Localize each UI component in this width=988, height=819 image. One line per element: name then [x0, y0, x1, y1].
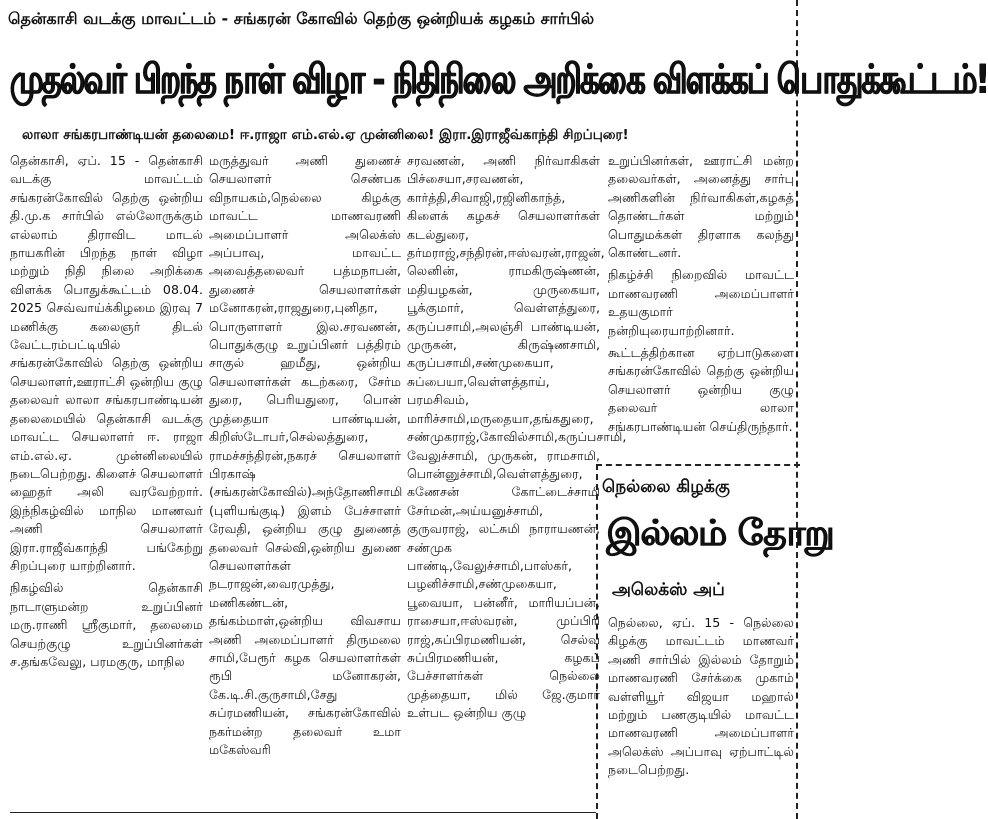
article-paragraph: தென்காசி, ஏப். 15 - தென்காசி வடக்கு மாவட்டம் சங்கரன்கோவில் தெற்கு ஒன்றிய தி.மு.க சார்பில் எல்லோருக்கும் எல்லாம் திராவிட மாடல் நாயகரின் பிறந்த நாள் விழா மற்றும் நிதி நிலை அறிக்கை விளக்க பொதுக்கூட்டம் 08.04. 2025 செவ்வாய்க்கிழமை இரவு 7 மணிக்கு கலைஞர் திடல் வேட்டரம்பட்டியில் சங்கரன்கோவில் தெற்கு ஒன்றிய செயலாளர்,ஊராட்சி ஒன்றிய குழு தலைவர் லாலா சங்கரபாண்டியன் தலைமையில் தென்காசி வடக்கு மாவட்ட செயலாளர் ஈ. ராஜா எம்.எல்.ஏ. முன்னிலையில் நடைபெற்றது. கிளைச் செயலாளர் ஹைதர் அலி வரவேற்றார். இந்நிகழ்வில் மாநில மாணவர் அணி செயலாளர் இரா.ராஜீவ்காந்தி பங்கேற்று சிறப்புரை யாற்றினார்.	[10, 153, 203, 573]
article-paragraph: நிகழ்ச்சி நிறைவில் மாவட்ட மாணவரணி அமைப்பாளர் உதயகுமார் நன்றியுரையாற்றினார்.	[608, 267, 794, 338]
side-article-subheadline: அலெக்ஸ் அப்	[612, 580, 725, 600]
side-article-paragraph: நெல்லை, ஏப். 15 - நெல்லை கிழக்கு மாவட்டம் மாணவர் அணி சார்பில் இல்லம் தோறும் மாணவரணி சேர்க்கை முகாம் வள்ளியூர் விஜயா மஹால் மற்றும் பணகுடியில் மாவட்ட மாணவரணி அமைப்பாளர் அலெக்ஸ் அப்பாவு ஏற்பாட்டில் நடைபெற்றது.	[608, 615, 794, 778]
article-column-1	[10, 152, 203, 812]
side-article-headline: இல்லம் தோறு	[606, 513, 834, 554]
side-article-body	[608, 614, 794, 814]
article-subheadline: லாலா சங்கரபாண்டியன் தலைமை! ஈ.ராஜா எம்.எல்.ஏ முன்னிலை! இரா.இராஜீவ்காந்தி சிறப்புரை!	[22, 127, 629, 143]
article-paragraph: உறுப்பினர்கள், ஊராட்சி மன்ற தலைவர்கள், அனைத்து சார்பு அணிகளின் நிர்வாகிகள்,கழகத் தொண்டர்கள் மற்றும் பொதுமக்கள் திரளாக கலந்து கொண்டனர்.	[608, 153, 794, 261]
article-paragraph: நிகழ்வில் தென்காசி நாடாளுமன்ற உறுப்பினர் மரு.ராணி ஸ்ரீகுமார், தலைமை செயற்குழு உறுப்பினர்கள் ச.தங்கவேலு, பரமகுரு, மாநில	[10, 580, 203, 669]
article-paragraph: கூட்டத்திற்கான ஏற்பாடுகளை சங்கரன்கோவில் தெற்கு ஒன்றிய செயலாளர் ஒன்றிய குழு தலைவர் லாலா சங்கரபாண்டியன் செய்திருந்தார்.	[608, 345, 794, 434]
article-kicker: தென்காசி வடக்கு மாவட்டம் - சங்கரன் கோவில் தெற்கு ஒன்றியக் கழகம் சார்பில்	[8, 9, 595, 28]
article-column-3	[407, 152, 627, 812]
article-paragraph: சரவணன், அணி நிர்வாகிகள் பிச்சையா,சரவணன், கார்த்தி,சிவாஜி,ரஜினிகாந்த், கிளைக் கழகச் செயலாளர்கள் கடல்துரை, தர்மராஜ்,சந்திரன்,ஈஸ்வரன்,ராஜன், லெனின், ராமகிருஷ்ணன், மதியழகன், முருகையா, பூக்குமார், வெள்ளத்துரை, கருப்பசாமி,அலஞ்சி பாண்டியன், முருகன், கிருஷ்ணசாமி, கருப்பசாமி,சண்முகையா, சுப்பையா,வெள்ளத்தாய், பரமசிவம், மாரிச்சாமி,மருதையா,தங்கதுரை, சண்முகராஜ்,கோவில்சாமி,கருப்பசாமி, வேலுச்சாமி, முருகன், ராமசாமி, பொன்னுச்சாமி,வெள்ளத்துரை, கணேசன் கோட்டைச்சாமி சேர்மன்,அய்யனுச்சாமி, குருவராஜ், லட்சுமி நாராயணன், சண்முக பாண்டி,வேலுச்சாமி,பாஸ்கர், பழனிச்சாமி,சண்முகையா, பூவையா, பன்னீர், மாரியப்பன், ராசையா,ஈஸ்வரன், முப்பிரி ராஜ்,சுப்பிரமணியன், செல்வ சுப்பிரமணியன், கழகப் பேச்சாளர்கள் நெல்லை முத்தையா, மில் ஜே.குமார் உள்பட ஒன்றிய குழு	[407, 153, 627, 721]
article-paragraph: மருத்துவர் அணி துணைச் செயலாளர் செண்பக விநாயகம்,நெல்லை கிழக்கு மாவட்ட மாணவரணி அமைப்பாளர் அலெக்ஸ் அப்பாவு, மாவட்ட அவைத்தலைவர் பத்மநாபன், துணைச் செயலாளர்கள் மனோகரன்,ராஜதுரை,புனிதா, பொருளாளர் இல.சரவணன், பொதுக்குழு உறுப்பினர் பத்திரம் சாகுல் ஹமீது, ஒன்றிய செயலாளர்கள் கடற்கரை, சேர்ம துரை, பெரியதுரை, பொன் முத்தையா பாண்டியன், கிறிஸ்டோபர்,செல்லத்துரை, ராமச்சந்திரன்,நகரச் செயலாளர் பிரகாஷ் (சங்கரன்கோவில்)அந்தோணிசாமி (புளியங்குடி) இளம் பேச்சாளர் ரேவதி, ஒன்றிய குழு துணைத் தலைவர் செல்வி,ஒன்றிய துணை செயலாளர்கள் நடராஜன்,வைரமுத்து, மணிகண்டன், தங்கம்மாள்,ஒன்றிய விவசாய அணி அமைப்பாளர் திருமலை சாமி,பேரூர் கழக செயலாளர்கள் ரூபி மனோகரன், கே.டி.சி.குருசாமி,சேது சுப்ரமணியன், சங்கரன்கோவில் நகர்மன்ற தலைவர் உமா மகேஸ்வரி	[209, 153, 403, 757]
article-column-2	[209, 152, 401, 812]
article-headline: முதல்வர் பிறந்த நாள் விழா - நிதிநிலை அறிக்கை விளக்கப் பொதுக்கூட்டம்!	[10, 56, 988, 104]
side-article-kicker: நெல்லை கிழக்கு	[602, 477, 730, 497]
bottom-rule	[10, 812, 596, 813]
article-column-4	[608, 152, 794, 458]
